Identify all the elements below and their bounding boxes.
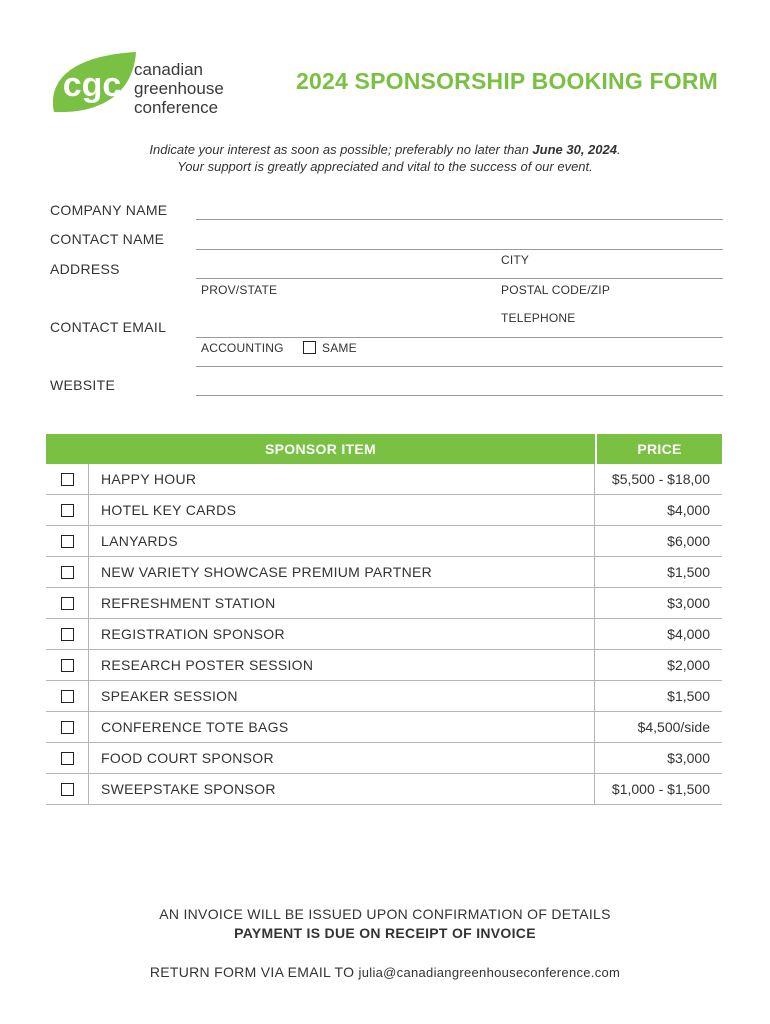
row-checkbox-cell [46, 743, 89, 773]
sponsor-item-name: REGISTRATION SPONSOR [89, 619, 595, 649]
contact-name-label: CONTACT NAME [50, 231, 165, 247]
sponsor-item-price: $6,000 [667, 533, 710, 549]
sponsor-item-price: $3,000 [667, 595, 710, 611]
sponsor-item-price: $5,500 - $18,00 [611, 471, 710, 487]
row-checkbox-cell [46, 681, 89, 711]
company-name-field[interactable] [196, 219, 723, 220]
col-price: PRICE [637, 441, 682, 457]
return-note [0, 964, 770, 980]
sponsor-item-name: REFRESHMENT STATION [89, 588, 595, 618]
sponsor-checkbox[interactable] [61, 690, 74, 703]
table-row [46, 526, 722, 557]
city-label: CITY [501, 253, 530, 267]
logo-line-2: greenhouse [134, 79, 224, 98]
sponsor-item-price: $4,000 [667, 626, 710, 642]
col-sponsor-item: SPONSOR ITEM [46, 434, 597, 464]
intro-suffix: . [616, 142, 621, 157]
sponsor-item-price: $2,000 [667, 657, 710, 673]
sponsor-item-name: SPEAKER SESSION [89, 681, 595, 711]
row-checkbox-cell [46, 712, 89, 742]
sponsor-item-price: $4,500/side [637, 719, 710, 735]
postal-code-label: POSTAL CODE/ZIP [501, 283, 611, 297]
logo-line-3: conference [134, 98, 219, 117]
row-checkbox-cell [46, 557, 89, 587]
sponsor-item-name: HAPPY HOUR [89, 464, 595, 494]
sponsor-item-name: CONFERENCE TOTE BAGS [89, 712, 595, 742]
table-row [46, 774, 722, 805]
prov-state-label: PROV/STATE [201, 283, 278, 297]
sponsor-item-price: $1,500 [667, 688, 710, 704]
sponsor-checkbox[interactable] [61, 659, 74, 672]
row-checkbox-cell [46, 650, 89, 680]
table-row [46, 743, 722, 774]
sponsor-item-name: SWEEPSTAKE SPONSOR [89, 774, 595, 804]
sponsor-item-price: $1,500 [667, 564, 710, 580]
sponsor-checkbox[interactable] [61, 473, 74, 486]
same-checkbox[interactable] [303, 341, 316, 354]
sponsor-checkbox[interactable] [61, 628, 74, 641]
page-title: 2024 SPONSORSHIP BOOKING FORM [296, 68, 719, 94]
address-field[interactable] [196, 278, 723, 279]
table-header [46, 434, 722, 464]
website-field[interactable] [196, 395, 723, 396]
sponsor-table [46, 434, 722, 805]
sponsor-checkbox[interactable] [61, 721, 74, 734]
logo-line-1: canadian [134, 60, 204, 79]
sponsor-checkbox[interactable] [61, 597, 74, 610]
sponsor-checkbox[interactable] [61, 783, 74, 796]
sponsor-item-price: $4,000 [667, 502, 710, 518]
address-label: ADDRESS [50, 261, 120, 277]
table-row [46, 650, 722, 681]
intro-line-1 [0, 142, 770, 157]
invoice-note: AN INVOICE WILL BE ISSUED UPON CONFIRMATION OF DETAILS [159, 906, 611, 922]
website-label: WEBSITE [50, 377, 116, 393]
return-prefix: RETURN FORM VIA EMAIL TO [149, 964, 359, 980]
sponsor-checkbox[interactable] [61, 504, 74, 517]
sponsor-item-name: FOOD COURT SPONSOR [89, 743, 595, 773]
sponsor-item-price: $1,000 - $1,500 [611, 781, 710, 797]
sponsor-checkbox[interactable] [61, 566, 74, 579]
payment-note: PAYMENT IS DUE ON RECEIPT OF INVOICE [234, 925, 536, 941]
table-row [46, 464, 722, 495]
row-checkbox-cell [46, 464, 89, 494]
row-checkbox-cell [46, 495, 89, 525]
row-checkbox-cell [46, 619, 89, 649]
contact-email-field[interactable] [196, 337, 723, 338]
table-row [46, 588, 722, 619]
accounting-field[interactable] [196, 366, 723, 367]
intro-line-2: Your support is greatly appreciated and vital to the success of our event. [177, 159, 593, 174]
table-row [46, 681, 722, 712]
accounting-label: ACCOUNTING [201, 341, 284, 355]
row-checkbox-cell [46, 588, 89, 618]
sponsor-item-price: $3,000 [667, 750, 710, 766]
table-row [46, 712, 722, 743]
sponsor-item-name: LANYARDS [89, 526, 595, 556]
contact-email-label: CONTACT EMAIL [50, 319, 167, 335]
row-checkbox-cell [46, 526, 89, 556]
company-name-label: COMPANY NAME [50, 202, 168, 218]
sponsor-item-name: NEW VARIETY SHOWCASE PREMIUM PARTNER [89, 557, 595, 587]
leaf-logo-icon [48, 50, 140, 116]
sponsor-checkbox[interactable] [61, 752, 74, 765]
logo-wordmark [134, 60, 224, 117]
table-row [46, 557, 722, 588]
telephone-label: TELEPHONE [501, 311, 576, 325]
logo [48, 50, 248, 122]
sponsor-item-name: HOTEL KEY CARDS [89, 495, 595, 525]
sponsor-item-name: RESEARCH POSTER SESSION [89, 650, 595, 680]
intro-deadline: June 30, 2024 [532, 142, 617, 157]
logo-mark: cgc [62, 66, 122, 104]
table-row [46, 619, 722, 650]
same-label: SAME [322, 341, 357, 355]
table-row [46, 495, 722, 526]
row-checkbox-cell [46, 774, 89, 804]
return-email-link[interactable]: julia@canadiangreenhouseconference.com [358, 965, 621, 980]
contact-name-field[interactable] [196, 249, 723, 250]
intro-prefix: Indicate your interest as soon as possible; preferably no later than [149, 142, 533, 157]
table-body [46, 464, 722, 805]
sponsor-checkbox[interactable] [61, 535, 74, 548]
